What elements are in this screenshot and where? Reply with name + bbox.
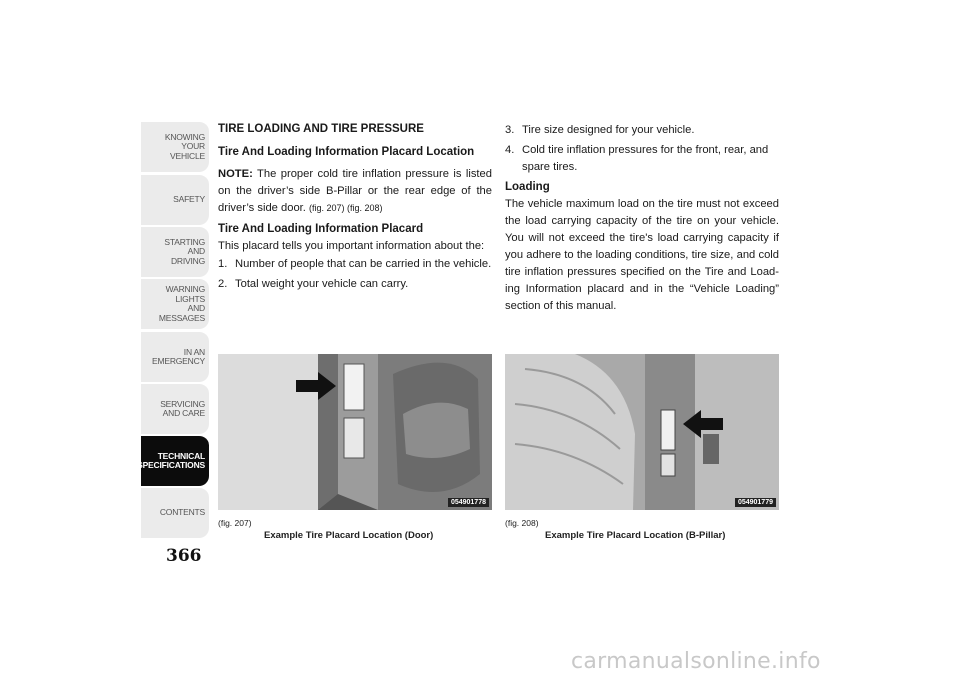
note-label: NOTE: bbox=[218, 168, 253, 180]
list-item bbox=[218, 256, 492, 273]
list-number: 4. bbox=[505, 144, 515, 156]
tab-technical-specifications[interactable] bbox=[137, 435, 209, 486]
list-item bbox=[218, 276, 492, 293]
tab-label: WARNING LIGHTS AND MESSAGES bbox=[158, 284, 205, 323]
tab-label: IN AN EMERGENCY bbox=[152, 346, 205, 366]
tab-label: CONTENTS bbox=[159, 507, 205, 518]
tab-knowing-your-vehicle[interactable] bbox=[141, 121, 209, 172]
list-item bbox=[505, 122, 779, 139]
left-column bbox=[218, 121, 492, 296]
note-text: The proper cold tire inflation pressure is listed on the driver’s side B-Pillar or the rear edge of the driver’s side door. bbox=[218, 168, 492, 214]
tab-label: TECHNICAL SPECIFICATIONS bbox=[137, 450, 205, 470]
figure-code: 054901779 bbox=[735, 498, 776, 507]
section-heading: TIRE LOADING AND TIRE PRESSURE bbox=[218, 123, 424, 135]
list-number: 2. bbox=[218, 278, 228, 290]
tab-label: SERVICING AND CARE bbox=[160, 398, 205, 418]
tab-label: SAFETY bbox=[173, 194, 205, 205]
list-text: Cold tire inflation pressures for the front, rear, and spare tires. bbox=[522, 144, 769, 173]
watermark: carmanualsonline.info bbox=[571, 649, 821, 674]
figure-ref: (fig. 207) bbox=[218, 518, 252, 528]
right-column bbox=[505, 121, 779, 315]
figure-code: 054901778 bbox=[448, 498, 489, 507]
list-item bbox=[505, 142, 779, 176]
tab-label: STARTING AND DRIVING bbox=[164, 236, 205, 266]
loading-paragraph: The vehicle maximum load on the tire must not exceed the load carrying capacity of the tire on your vehicle. You will not exceed the tire's load carrying capacity if you adhere to the loading conditions, tire size, and cold tire inflation pressures specified on the Tire and Load- ing Information placard and in the “Vehicle Loading” section of this manual. bbox=[505, 198, 779, 312]
tab-starting-and-driving[interactable] bbox=[141, 226, 209, 277]
subheading-loading: Loading bbox=[505, 181, 550, 193]
figure-caption: Example Tire Placard Location (B-Pillar) bbox=[545, 530, 726, 541]
figure-references[interactable]: (fig. 207) (fig. 208) bbox=[309, 203, 383, 213]
note-paragraph bbox=[218, 166, 492, 217]
figure-door-photo bbox=[218, 354, 492, 510]
list-text: Tire size designed for your vehicle. bbox=[522, 124, 695, 136]
page-number: 366 bbox=[166, 546, 202, 566]
subheading-placard-location: Tire And Loading Information Placard Location bbox=[218, 146, 475, 158]
list-number: 1. bbox=[218, 258, 228, 270]
list-text: Number of people that can be carried in the vehicle. bbox=[235, 258, 492, 270]
tab-servicing-and-care[interactable] bbox=[141, 383, 209, 434]
tab-label: KNOWING YOUR VEHICLE bbox=[164, 131, 205, 161]
list-number: 3. bbox=[505, 124, 515, 136]
tab-contents[interactable] bbox=[141, 487, 209, 538]
figure-ref: (fig. 208) bbox=[505, 518, 539, 528]
subheading-placard: Tire And Loading Information Placard bbox=[218, 223, 424, 235]
placard-intro: This placard tells you important information about the: bbox=[218, 240, 485, 252]
figure-caption: Example Tire Placard Location (Door) bbox=[264, 530, 434, 541]
tab-warning-lights[interactable] bbox=[141, 278, 209, 329]
figure-b-pillar-photo bbox=[505, 354, 779, 510]
list-text: Total weight your vehicle can carry. bbox=[235, 278, 409, 290]
tab-in-an-emergency[interactable] bbox=[141, 331, 209, 382]
tab-safety[interactable] bbox=[141, 174, 209, 225]
